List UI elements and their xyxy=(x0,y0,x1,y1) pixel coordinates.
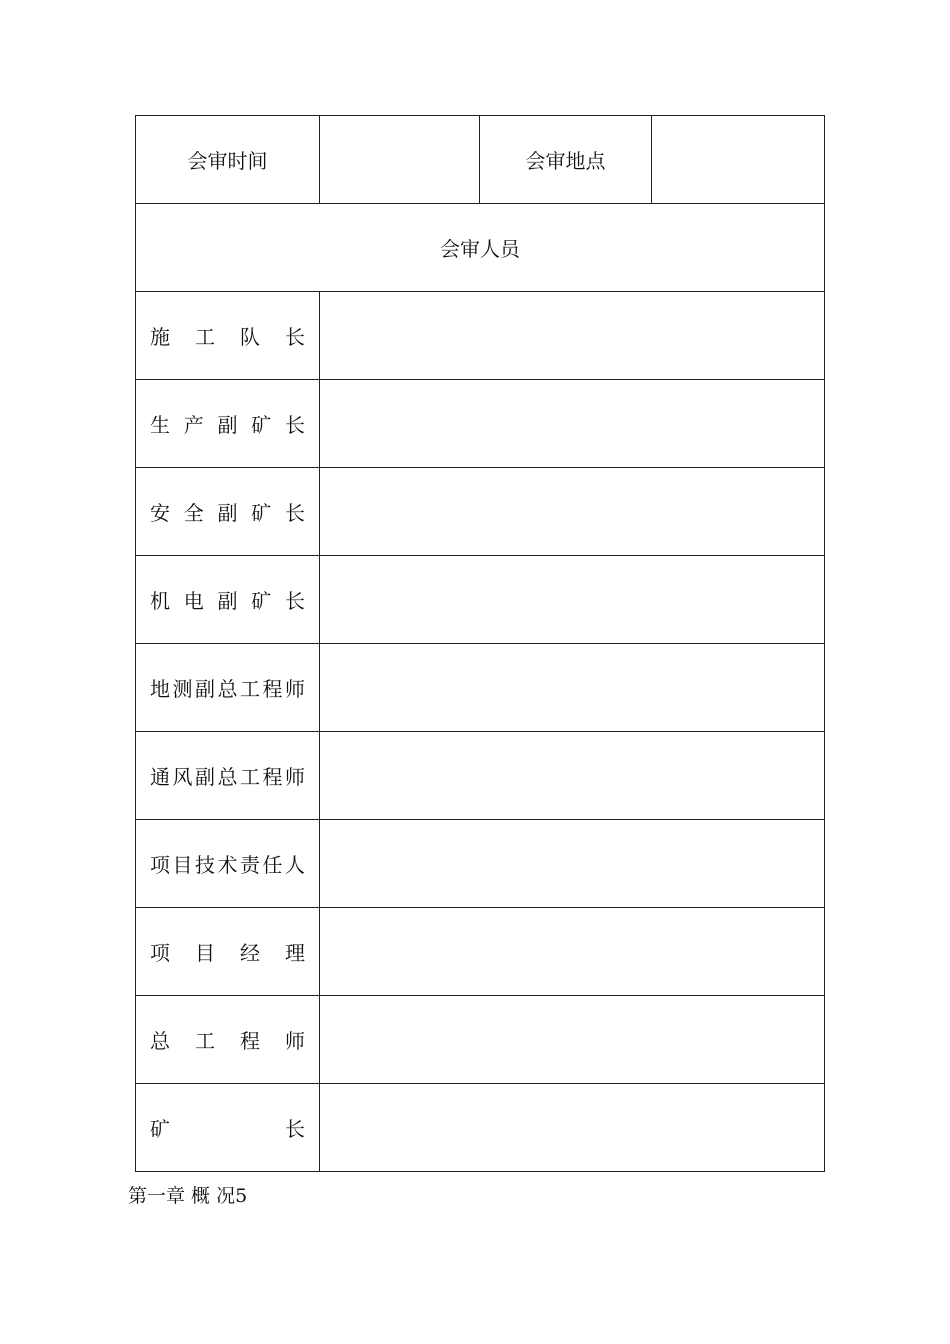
role-label-text: 施 工 队 长 xyxy=(150,325,305,349)
role-signature-field[interactable] xyxy=(320,996,825,1084)
role-label-text: 项 目 技 术 责 任 人 xyxy=(150,853,305,877)
review-table xyxy=(135,115,825,1172)
role-label-text: 机 电 副 矿 长 xyxy=(150,589,305,613)
participants-heading-row xyxy=(136,204,825,292)
role-signature-field[interactable] xyxy=(320,732,825,820)
role-label xyxy=(136,1084,320,1172)
role-label xyxy=(136,292,320,380)
participants-heading: 会审人员 xyxy=(136,204,825,292)
role-row xyxy=(136,1084,825,1172)
role-label xyxy=(136,380,320,468)
role-row xyxy=(136,732,825,820)
role-label-text: 项 目 经 理 xyxy=(150,941,305,965)
role-label xyxy=(136,732,320,820)
role-signature-field[interactable] xyxy=(320,292,825,380)
page-footer: 第一章 概 况5 xyxy=(128,1185,248,1207)
role-signature-field[interactable] xyxy=(320,380,825,468)
role-row xyxy=(136,380,825,468)
role-label xyxy=(136,908,320,996)
role-label xyxy=(136,468,320,556)
role-signature-field[interactable] xyxy=(320,908,825,996)
review-place-field[interactable] xyxy=(652,116,825,204)
role-label-text: 矿 长 xyxy=(150,1117,305,1141)
role-label xyxy=(136,556,320,644)
role-row xyxy=(136,908,825,996)
role-label-text: 总 工 程 师 xyxy=(150,1029,305,1053)
role-signature-field[interactable] xyxy=(320,468,825,556)
role-row xyxy=(136,292,825,380)
role-label-text: 通 风 副 总 工 程 师 xyxy=(150,765,305,789)
role-label xyxy=(136,996,320,1084)
role-label-text: 安 全 副 矿 长 xyxy=(150,501,305,525)
role-row xyxy=(136,556,825,644)
role-label xyxy=(136,820,320,908)
review-time-label: 会审时间 xyxy=(136,116,320,204)
role-signature-field[interactable] xyxy=(320,1084,825,1172)
role-signature-field[interactable] xyxy=(320,556,825,644)
role-row xyxy=(136,996,825,1084)
time-place-row xyxy=(136,116,825,204)
role-label-text: 地 测 副 总 工 程 师 xyxy=(150,677,305,701)
role-row xyxy=(136,820,825,908)
review-time-field[interactable] xyxy=(320,116,480,204)
role-label xyxy=(136,644,320,732)
role-row xyxy=(136,644,825,732)
review-place-label: 会审地点 xyxy=(480,116,652,204)
role-signature-field[interactable] xyxy=(320,644,825,732)
role-row xyxy=(136,468,825,556)
role-label-text: 生 产 副 矿 长 xyxy=(150,413,305,437)
role-signature-field[interactable] xyxy=(320,820,825,908)
